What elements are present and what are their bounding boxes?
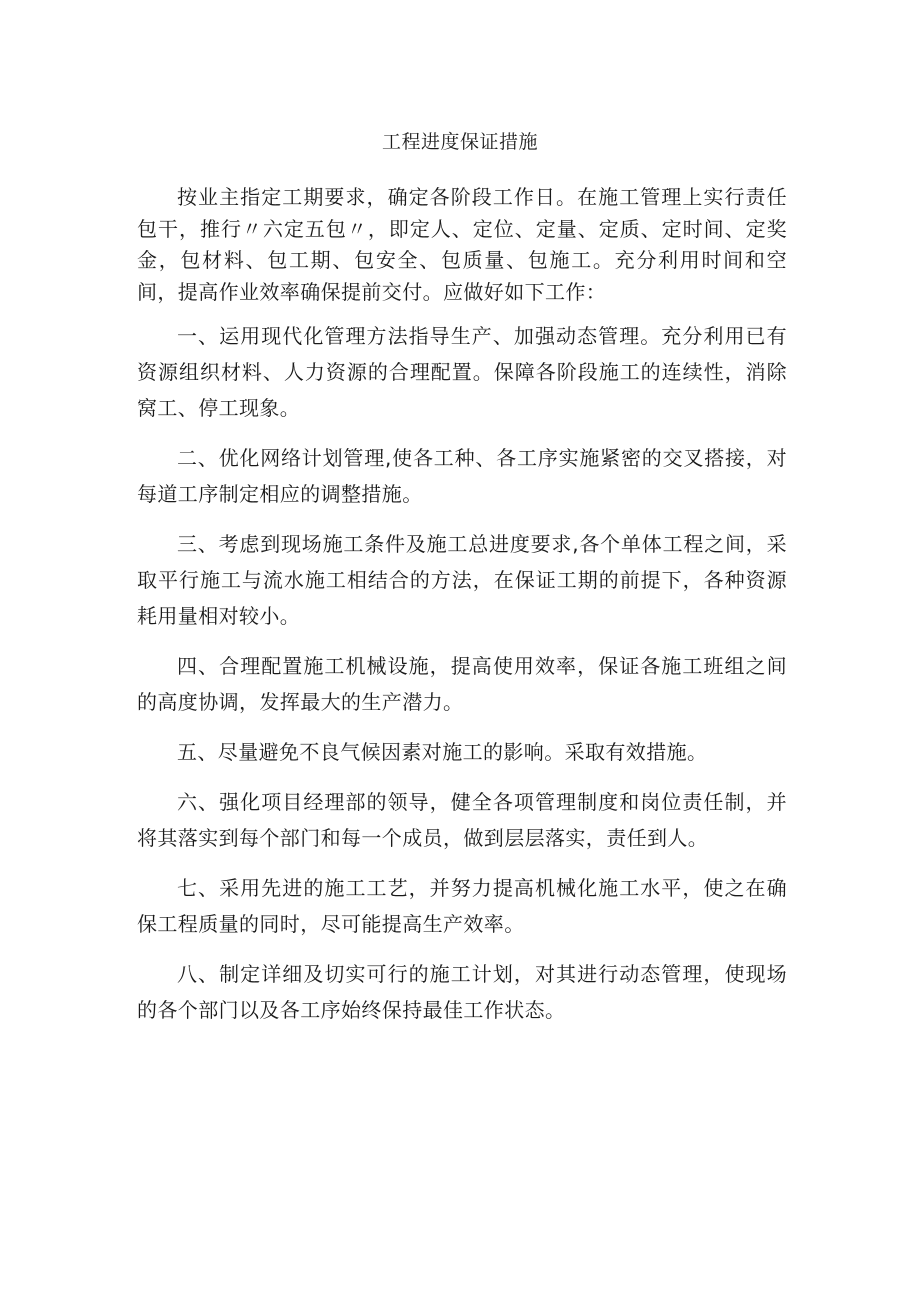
measure-paragraph-5: 五、尽量避免不良气候因素对施工的影响。采取有效措施。 (177, 740, 708, 764)
document-body (137, 182, 787, 1028)
document-title: 工程进度保证措施 (381, 131, 538, 153)
measure-paragraph-7: 七、采用先进的施工工艺，并努力提高机械化施工水平，使之在确保工程质量的同时，尽可能提高生产效率。 (137, 876, 787, 936)
measure-paragraph-6: 六、强化项目经理部的领导，健全各项管理制度和岗位责任制，并将其落实到每个部门和每一个成员，做到层层落实，责任到人。 (137, 790, 787, 850)
measure-paragraph-2: 二、优化网络计划管理,使各工种、各工序实施紧密的交叉搭接，对每道工序制定相应的调整措施。 (137, 446, 787, 506)
intro-paragraph: 按业主指定工期要求，确定各阶段工作日。在施工管理上实行责任包干，推行〃六定五包〃，即定人、定位、定量、定质、定时间、定奖金，包材料、包工期、包安全、包质量、包施工。充分利用时间和空间，提高作业效率确保提前交付。应做好如下工作： (137, 185, 787, 304)
measure-paragraph-3: 三、考虑到现场施工条件及施工总进度要求,各个单体工程之间，采取平行施工与流水施工相结合的方法，在保证工期的前提下，各种资源耗用量相对较小。 (137, 532, 787, 628)
measure-paragraph-8: 八、制定详细及切实可行的施工计划，对其进行动态管理，使现场的各个部门以及各工序始终保持最佳工作状态。 (137, 962, 787, 1022)
measure-paragraph-4: 四、合理配置施工机械设施，提高使用效率，保证各施工班组之间的高度协调，发挥最大的生产潜力。 (137, 654, 787, 714)
measure-paragraph-1: 一、运用现代化管理方法指导生产、加强动态管理。充分利用已有资源组织材料、人力资源的合理配置。保障各阶段施工的连续性，消除窝工、停工现象。 (137, 324, 787, 420)
